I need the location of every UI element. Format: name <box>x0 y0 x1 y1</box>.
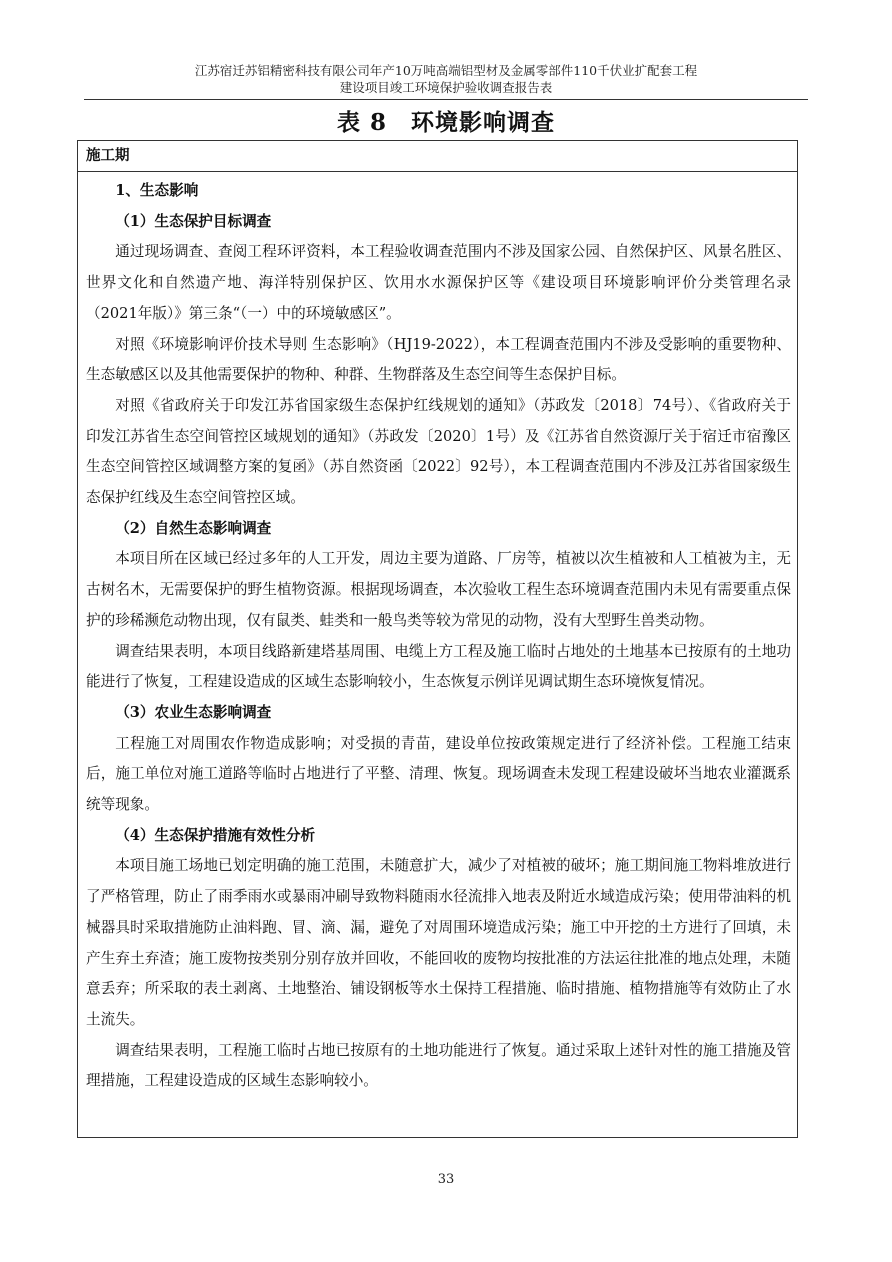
section-title: 1、生态影响 <box>115 182 199 199</box>
table-content <box>78 172 797 1097</box>
paragraph: 本项目施工场地已划定明确的施工范围，未随意扩大，减少了对植被的破坏；施工期间施工物料堆放进行了严格管理，防止了雨季雨水或暴雨冲刷导致物料随雨水径流排入地表及附近水域造成污染；使用带油料的机械器具时采取措施防止油料跑、冒、滴、漏，避免了对周围环境造成污染；施工中开挖的土方进行了回填，未产生弃土弃渣；施工废物按类别分别存放并回收，不能回收的废物均按批准的方法运往批准的地点处理，未随意丢弃；所采取的表土剥离、土地整治、铺设钢板等水土保持工程措施、临时措施、植物措施等有效防止了水土流失。 <box>86 857 791 1028</box>
table-title: 表 8 环境影响调查 <box>336 109 555 136</box>
paragraph: 调查结果表明，本项目线路新建塔基周围、电缆上方工程及施工临时占地处的土地基本已按原有的土地功能进行了恢复，工程建设造成的区域生态影响较小，生态恢复示例详见调试期生态环境恢复情况。 <box>86 642 791 691</box>
subsection-heading: （3）农业生态影响调查 <box>115 703 272 721</box>
subsection-heading: （4）生态保护措施有效性分析 <box>115 826 316 844</box>
paragraph: 调查结果表明，工程施工临时占地已按原有的土地功能进行了恢复。通过采取上述针对性的施工措施及管理措施，工程建设造成的区域生态影响较小。 <box>86 1041 791 1090</box>
header-project-title: 江苏宿迁苏铝精密科技有限公司年产10万吨高端铝型材及金属零部件110千伏业扩配套工程 <box>194 63 698 78</box>
header-divider <box>84 99 808 100</box>
paragraph: 对照《环境影响评价技术导则 生态影响》（HJ19-2022），本工程调查范围内不涉及受影响的重要物种、生态敏感区以及其他需要保护的物种、种群、生物群落及生态空间等生态保护目标。 <box>86 335 791 384</box>
paragraph: 本项目所在区域已经过多年的人工开发，周边主要为道路、厂房等，植被以次生植被和人工植被为主，无古树名木，无需要保护的野生植物资源。根据现场调查，本次验收工程生态环境调查范围内未见有需要重点保护的珍稀濒危动物出现，仅有鼠类、蛙类和一般鸟类等较为常见的动物，没有大型野生兽类动物。 <box>86 550 791 629</box>
subsection-heading: （2）自然生态影响调查 <box>115 519 272 537</box>
period-label: 施工期 <box>78 141 797 172</box>
paragraph: 对照《省政府关于印发江苏省国家级生态保护红线规划的通知》（苏政发〔2018〕74号）、《省政府关于印发江苏省生态空间管控区域规划的通知》（苏政发〔2020〕1号）及《江苏省自然资源厅关于宿迁市宿豫区生态空间管控区域调整方案的复函》（苏自然资函〔2022〕92号），本工程调查范围内不涉及江苏省国家级生态保护红线及生态空间管控区域。 <box>86 396 791 507</box>
paragraph: 工程施工对周围农作物造成影响；对受损的青苗，建设单位按政策规定进行了经济补偿。工程施工结束后，施工单位对施工道路等临时占地进行了平整、清理、恢复。现场调查未发现工程建设破坏当地农业灌溉系统等现象。 <box>86 734 791 814</box>
paragraph: 通过现场调查、查阅工程环评资料，本工程验收调查范围内不涉及国家公园、自然保护区、风景名胜区、世界文化和自然遗产地、海洋特别保护区、饮用水水源保护区等《建设项目环境影响评价分类管理名录（2021年版）》第三条“（一）中的环境敏感区”。 <box>86 243 791 322</box>
subsection-heading: （1）生态保护目标调查 <box>115 212 272 230</box>
survey-table <box>77 140 798 1138</box>
header-report-title: 建设项目竣工环境保护验收调查报告表 <box>339 80 553 95</box>
page-header <box>60 62 832 96</box>
page-number: 33 <box>437 1172 455 1187</box>
